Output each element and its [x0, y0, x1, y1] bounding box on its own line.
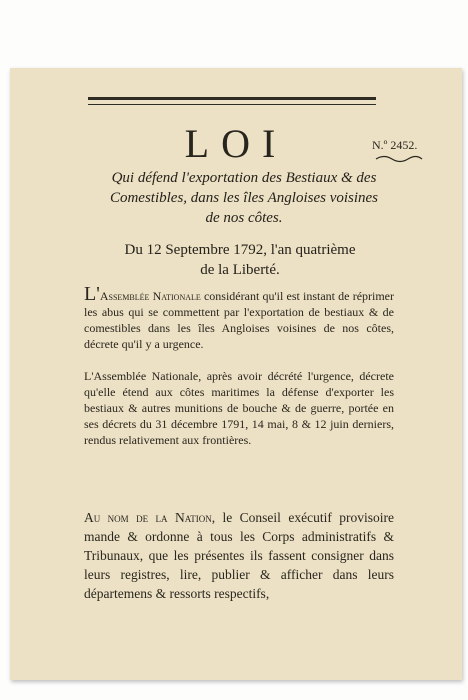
- document-page: [10, 68, 462, 680]
- subtitle-line-3: de nos côtes.: [205, 210, 283, 226]
- subtitle-line-1: Qui défend l'exportation des Bestiaux & des: [111, 170, 377, 186]
- page-title: LOI: [184, 121, 288, 166]
- date-line-1: Du 12 Septembre 1792, l'an quatrième: [124, 242, 356, 258]
- paragraph-3-text: , le Conseil exécutif provisoire mande & ordonne à tous les Corps administratifs & Tribunaux, que les présentes ils fassent consigner dans leurs registres, lire, publier & afficher dans leurs départemens & ressorts respectifs,: [84, 510, 394, 601]
- header-rule: [88, 97, 376, 105]
- paragraph-1-text: considérant qu'il est instant de réprimer les abus qui se commettent par l'exportation de bestiaux & de comestibles dans les îles Angloises voisines de nos côtes, décrete qu'il y a urgence.: [84, 289, 395, 351]
- date-line: [100, 240, 380, 280]
- paragraph-3-smallcaps: Au nom de la Nation: [84, 510, 212, 525]
- subtitle: [84, 168, 404, 228]
- paragraph-3: [84, 508, 394, 603]
- paragraph-2: L'Assemblée Nationale, après avoir décrété l'urgence, décrete qu'elle étend aux côtes maritimes la défense d'exporter les bestiaux & autres munitions de bouche & de guerre, portée en ses décrets du 31 décembre 1791, 14 mai, 8 & 12 juin derniers, rendus relativement aux frontières.: [84, 369, 394, 447]
- paragraph-1-smallcaps: Assemblée Nationale: [99, 289, 201, 303]
- subtitle-line-2: Comestibles, dans les îles Angloises voisines: [109, 190, 379, 206]
- paragraph-1-dropcap: L': [84, 283, 100, 305]
- document-number: N.º 2452.: [372, 138, 418, 152]
- paragraph-1: [84, 283, 395, 352]
- flourish-ornament: [374, 154, 424, 164]
- date-line-2: de la Liberté.: [200, 262, 280, 278]
